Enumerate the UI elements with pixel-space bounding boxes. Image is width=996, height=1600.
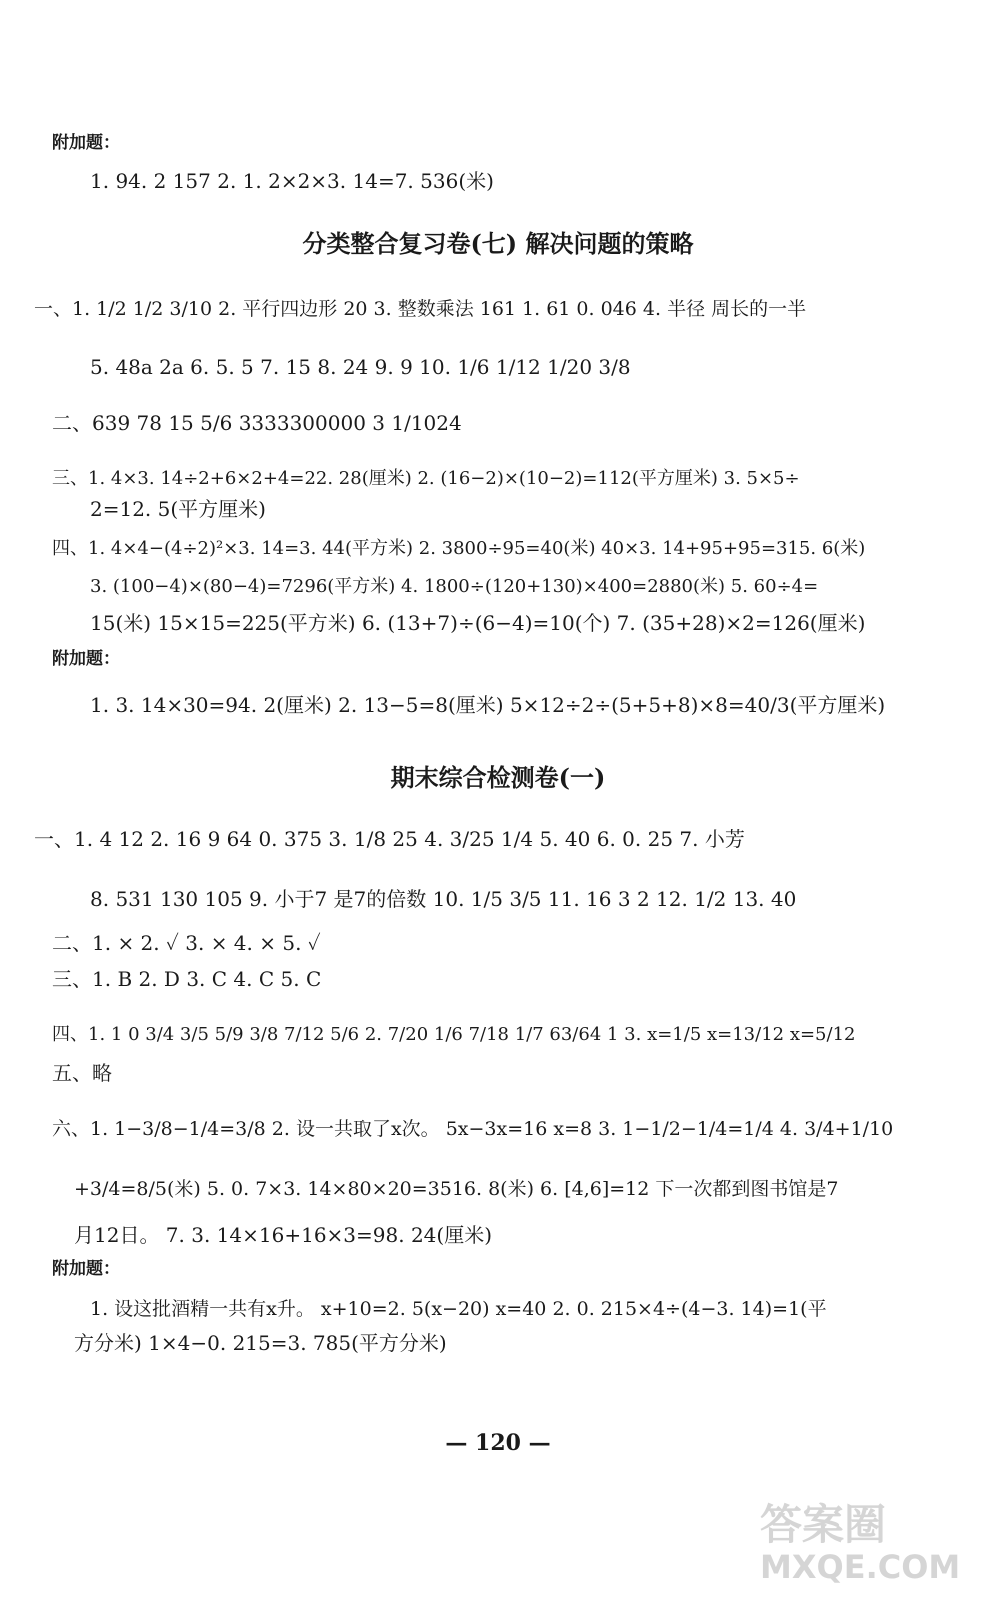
top-extra-label: 附加题： xyxy=(52,133,120,153)
final-1-extra-line-2: 方分米) 1×4−0. 215=3. 785(平方分米) xyxy=(74,1331,447,1355)
review-7-line-6: 四、1. 4×4−(4÷2)²×3. 14=3. 44(平方米) 2. 3800÷95=40(米) 40×3. 14+95+95=315. 6(米) xyxy=(52,538,866,559)
top-answer-line: 1. 94. 2 157 2. 1. 2×2×3. 14=7. 536(米) xyxy=(90,169,494,193)
section-title-final-1: 期末综合检测卷(一) xyxy=(390,763,606,792)
final-1-line-1: 一、1. 4 12 2. 16 9 64 0. 375 3. 1/8 25 4. 3/25 1/4 5. 40 6. 0. 25 7. 小芳 xyxy=(34,827,745,851)
final-1-line-5: 四、1. 1 0 3/4 3/5 5/9 3/8 7/12 5/6 2. 7/20 1/6 7/18 1/7 63/64 1 3. x=1/5 x=13/12 x=5/12 xyxy=(52,1024,856,1045)
review-7-line-2: 5. 48a 2a 6. 5. 5 7. 15 8. 24 9. 9 10. 1/6 1/12 1/20 3/8 xyxy=(90,355,631,379)
review-7-line-1: 一、1. 1/2 1/2 3/10 2. 平行四边形 20 3. 整数乘法 161 1. 61 0. 046 4. 半径 周长的一半 xyxy=(34,298,807,320)
review-7-extra-label: 附加题： xyxy=(52,649,120,669)
final-1-line-6: 五、略 xyxy=(52,1061,112,1085)
watermark-logo: 答案圈 xyxy=(760,1500,887,1549)
review-7-line-7: 3. (100−4)×(80−4)=7296(平方米) 4. 1800÷(120+130)×400=2880(米) 5. 60÷4= xyxy=(90,576,819,597)
watermark-url: MXQE.COM xyxy=(760,1548,961,1586)
final-1-line-3: 二、1. × 2. ✓ 3. × 4. × 5. ✓ xyxy=(52,931,321,955)
final-1-line-2: 8. 531 130 105 9. 小于7 是7的倍数 10. 1/5 3/5 11. 16 3 2 12. 1/2 13. 40 xyxy=(90,887,797,911)
final-1-extra-line-1: 1. 设这批酒精一共有x升。 x+10=2. 5(x−20) x=40 2. 0. 215×4÷(4−3. 14)=1(平 xyxy=(90,1298,827,1320)
section-title-review-7: 分类整合复习卷(七) 解决问题的策略 xyxy=(302,229,694,258)
review-7-line-3: 二、639 78 15 5/6 3333300000 3 1/1024 xyxy=(52,411,462,435)
final-1-extra-label: 附加题： xyxy=(52,1259,120,1279)
final-1-line-4: 三、1. B 2. D 3. C 4. C 5. C xyxy=(52,967,322,991)
review-7-line-5: 2=12. 5(平方厘米) xyxy=(90,497,266,521)
final-1-line-9: 月12日。 7. 3. 14×16+16×3=98. 24(厘米) xyxy=(74,1223,493,1247)
review-7-line-4: 三、1. 4×3. 14÷2+6×2+4=22. 28(厘米) 2. (16−2)×(10−2)=112(平方厘米) 3. 5×5÷ xyxy=(52,468,800,489)
review-7-extra-line: 1. 3. 14×30=94. 2(厘米) 2. 13−5=8(厘米) 5×12÷2÷(5+5+8)×8=40/3(平方厘米) xyxy=(90,693,886,717)
final-1-line-7: 六、1. 1−3/8−1/4=3/8 2. 设一共取了x次。 5x−3x=16 x=8 3. 1−1/2−1/4=1/4 4. 3/4+1/10 xyxy=(52,1118,894,1140)
review-7-line-8: 15(米) 15×15=225(平方米) 6. (13+7)÷(6−4)=10(个) 7. (35+28)×2=126(厘米) xyxy=(90,611,866,635)
page-number: — 120 — xyxy=(445,1430,551,1456)
final-1-line-8: +3/4=8/5(米) 5. 0. 7×3. 14×80×20=3516. 8(米) 6. [4,6]=12 下一次都到图书馆是7 xyxy=(74,1178,839,1200)
